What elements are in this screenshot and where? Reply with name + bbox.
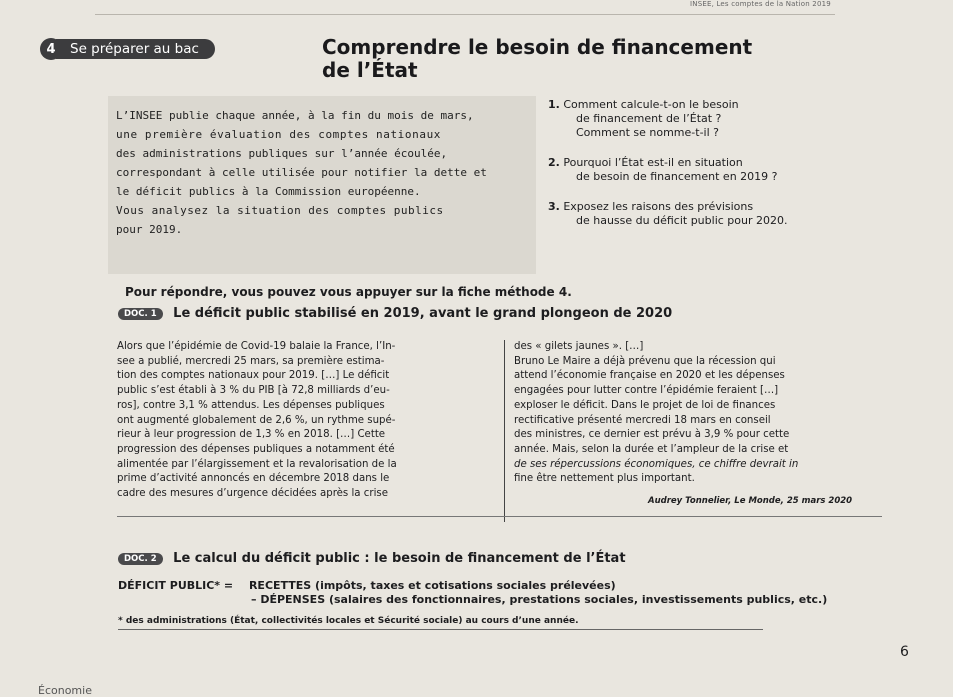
doc1-line: fine être nettement plus important. [514,473,695,485]
doc1-line: prime d’activité annoncés en décembre 2018 dans le [117,473,390,485]
intro-line: des administrations publiques sur l’année écoulée, [116,147,448,160]
intro-line: L’INSEE publie chaque année, à la fin du mois de mars, [116,109,474,122]
title-line-2: de l’État [322,58,418,82]
question-number: 2. [548,156,560,169]
doc1-line: des « gilets jaunes ». […] [514,341,644,352]
intro-text [116,106,526,239]
intro-line: Vous analysez la situation des comptes publics [116,204,444,217]
doc1-line: progression des dépenses publiques a notamment été [117,443,395,455]
doc1-line: attend l’économie française en 2020 et les dépenses [514,370,785,382]
formula-row-2: – DÉPENSES (salaires des fonctionnaires, prestations sociales, investissements publics, etc.) [251,593,828,606]
intro-line: le déficit publics à la Commission européenne. [116,185,421,198]
page-number: 6 [900,644,909,660]
doc1-line: année. Mais, selon la durée et l’ampleur de la crise et [514,443,789,455]
question-text: Exposez les raisons des prévisions [563,200,754,213]
footer-word: Économie [38,684,92,697]
question-text: de besoin de financement en 2019 ? [576,170,778,183]
doc2-bottom-rule [118,629,763,630]
question-2 [548,156,868,184]
doc1-line: ont augmenté globalement de 2,6 %, un rythme supé- [117,414,396,426]
question-number: 1. [548,98,560,111]
question-text: de hausse du déficit public pour 2020. [576,214,788,227]
top-rule [95,14,835,15]
doc1-line: see a publié, mercredi 25 mars, sa première estima- [117,355,385,367]
question-text: Pourquoi l’État est-il en situation [563,156,743,169]
doc1-line: exploser le déficit. Dans le projet de loi de finances [514,399,776,411]
title-line-1: Comprendre le besoin de financement [322,35,753,59]
footnote: * des administrations (État, collectivités locales et Sécurité sociale) au cours d’une année. [118,616,579,626]
column-divider [504,340,505,522]
intro-line: correspondant à celle utilisée pour notifier la dette et [116,166,487,179]
doc1-line: rectificative présenté mercredi 18 mars en conseil [514,414,771,426]
badge-label: Se préparer au bac [56,39,215,59]
doc1-line: public s’est établi à 3 % du PIB [à 72,8 milliards d’eu- [117,385,390,397]
questions-list [548,98,868,244]
doc1-pill: DOC. 1 [118,308,163,320]
question-3 [548,200,868,228]
question-1 [548,98,868,140]
doc1-title: Le déficit public stabilisé en 2019, avant le grand plongeon de 2020 [173,306,673,321]
question-text: Comment se nomme-t-il ? [576,126,719,139]
formula-row-1: RECETTES (impôts, taxes et cotisations sociales prélevées) [248,579,616,592]
doc1-right-column [514,340,882,487]
deficit-formula [118,578,616,593]
doc1-heading [118,306,672,321]
doc1-left-column [117,340,495,502]
doc1-line: Bruno Le Maire a déjà prévenu que la récession qui [514,355,776,367]
doc2-heading [118,551,626,566]
page-title [322,36,752,82]
method-note: Pour répondre, vous pouvez vous appuyer sur la fiche méthode 4. [125,285,572,299]
question-text: Comment calcule-t-on le besoin [563,98,739,111]
doc1-line: des ministres, ce dernier est prévu à 3,9 % pour cette [514,429,790,441]
question-number: 3. [548,200,560,213]
source-top: INSEE, Les comptes de la Nation 2019 [690,0,831,8]
doc1-line: Alors que l’épidémie de Covid-19 balaie la France, l’In- [117,341,396,352]
doc1-line: de ses répercussions économiques, ce chiffre devrait in [514,458,799,470]
doc1-line: cadre des mesures d’urgence décidées après la crise [117,488,388,500]
question-text: de financement de l’État ? [576,112,722,125]
doc1-line: tion des comptes nationaux pour 2019. […] Le déficit [117,370,390,382]
doc2-title: Le calcul du déficit public : le besoin de financement de l’État [173,551,626,566]
doc1-line: engagées pour lutter contre l’épidémie feraient […] [514,385,779,397]
doc1-author: Audrey Tonnelier, Le Monde, 25 mars 2020 [648,496,853,506]
intro-line: pour 2019. [116,223,183,236]
doc2-pill: DOC. 2 [118,553,163,565]
intro-line: une première évaluation des comptes nationaux [116,128,442,141]
doc1-line: ros], contre 3,1 % attendus. Les dépenses publiques [117,399,385,411]
section-badge [40,38,215,60]
badge-number: 4 [40,38,62,60]
doc1-line: rieur à leur progression de 1,3 % en 2018. […] Cette [117,429,386,441]
doc1-bottom-rule [117,516,882,517]
doc1-line: alimentée par l’élargissement et la revalorisation de la [117,458,397,470]
formula-label: DÉFICIT PUBLIC* = [118,579,234,592]
